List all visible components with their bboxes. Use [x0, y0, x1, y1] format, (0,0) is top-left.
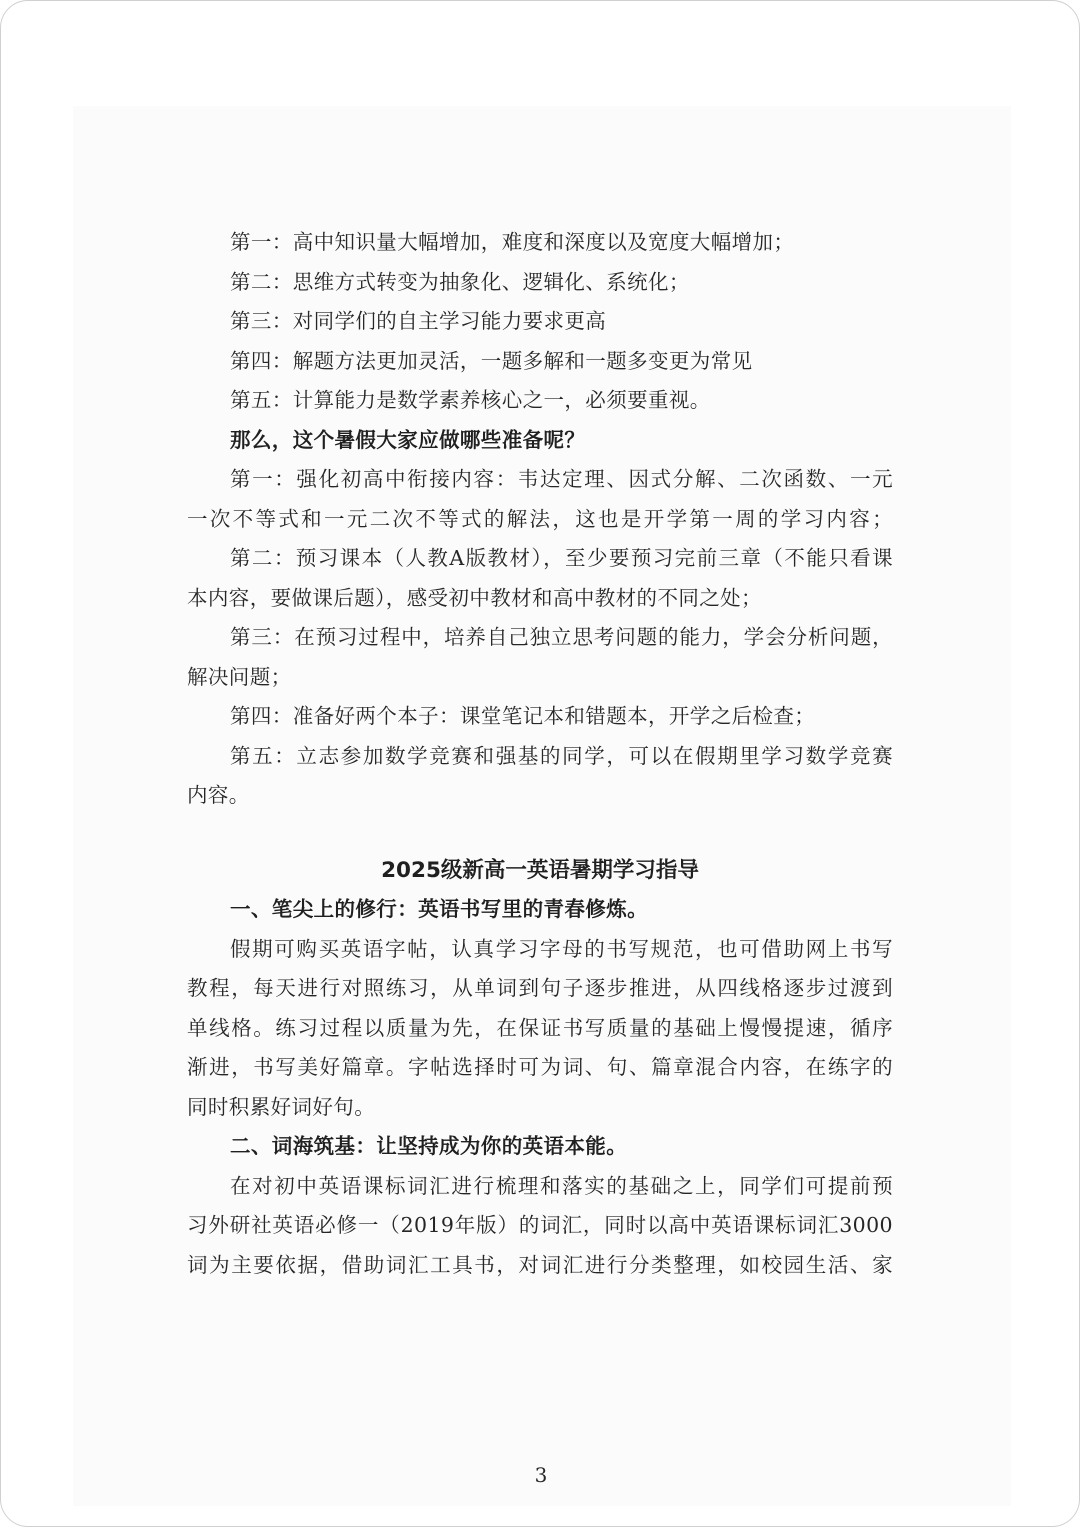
english-para1-line-3: 单线格。练习过程以质量为先，在保证书写质量的基础上慢慢提速，循序 — [187, 1015, 893, 1040]
english-para1-line-4: 渐进，书写美好篇章。字帖选择时可为词、句、篇章混合内容，在练字的 — [187, 1055, 893, 1079]
english-para1-line-1: 假期可购买英语字帖，认真学习字母的书写规范，也可借助网上书写 — [230, 936, 893, 961]
prep-3-line-2: 解决问题； — [187, 664, 292, 689]
english-para2-line-3: 词为主要依据，借助词汇工具书，对词汇进行分类整理，如校园生活、家 — [187, 1252, 893, 1277]
page-number: 3 — [534, 1463, 548, 1487]
english-para1-line-2: 教程，每天进行对照练习，从单词到句子逐步推进，从四线格逐步过渡到 — [187, 976, 893, 1000]
math-point-3: 第三：对同学们的自主学习能力要求更高 — [230, 309, 607, 333]
english-para2-line-1: 在对初中英语课标词汇进行梳理和落实的基础之上，同学们可提前预 — [230, 1173, 893, 1198]
prep-2-line-2: 本内容，要做课后题），感受初中教材和高中教材的不同之处； — [187, 585, 762, 610]
english-heading-2: 二、词海筑基：让坚持成为你的英语本能。 — [230, 1134, 628, 1158]
prep-1-line-1: 第一：强化初高中衔接内容：韦达定理、因式分解、二次函数、一元 — [230, 467, 893, 491]
prep-3-line-1: 第三：在预习过程中，培养自己独立思考问题的能力，学会分析问题， — [230, 625, 893, 649]
english-section-body — [187, 890, 893, 1285]
prep-5-line-1: 第五：立志参加数学竞赛和强基的同学，可以在假期里学习数学竞赛 — [230, 743, 893, 768]
prep-2-line-1: 第二：预习课本（人教A版教材），至少要预习完前三章（不能只看课 — [230, 546, 893, 570]
math-point-4: 第四：解题方法更加灵活，一题多解和一题多变更为常见 — [230, 348, 753, 373]
math-point-1: 第一：高中知识量大幅增加，难度和深度以及宽度大幅增加； — [230, 230, 795, 254]
prep-4-line-1: 第四：准备好两个本子：课堂笔记本和错题本，开学之后检查； — [230, 704, 816, 728]
math-question: 那么，这个暑假大家应做哪些准备呢？ — [230, 427, 586, 452]
prep-1-line-2: 一次不等式和一元二次不等式的解法，这也是开学第一周的学习内容； — [187, 506, 893, 531]
math-point-5: 第五：计算能力是数学素养核心之一，必须要重视。 — [230, 388, 711, 412]
math-points-block — [187, 223, 893, 816]
english-para2-line-2: 习外研社英语必修一（2019年版）的词汇，同时以高中英语课标词汇3000 — [187, 1213, 893, 1237]
english-heading-1: 一、笔尖上的修行：英语书写里的青春修炼。 — [230, 897, 648, 921]
math-point-2: 第二：思维方式转变为抽象化、逻辑化、系统化； — [230, 269, 690, 294]
english-para1-line-5: 同时积累好词好句。 — [187, 1094, 376, 1119]
prep-5-line-2: 内容。 — [187, 783, 250, 807]
english-section-title: 2025级新高一英语暑期学习指导 — [381, 858, 699, 883]
